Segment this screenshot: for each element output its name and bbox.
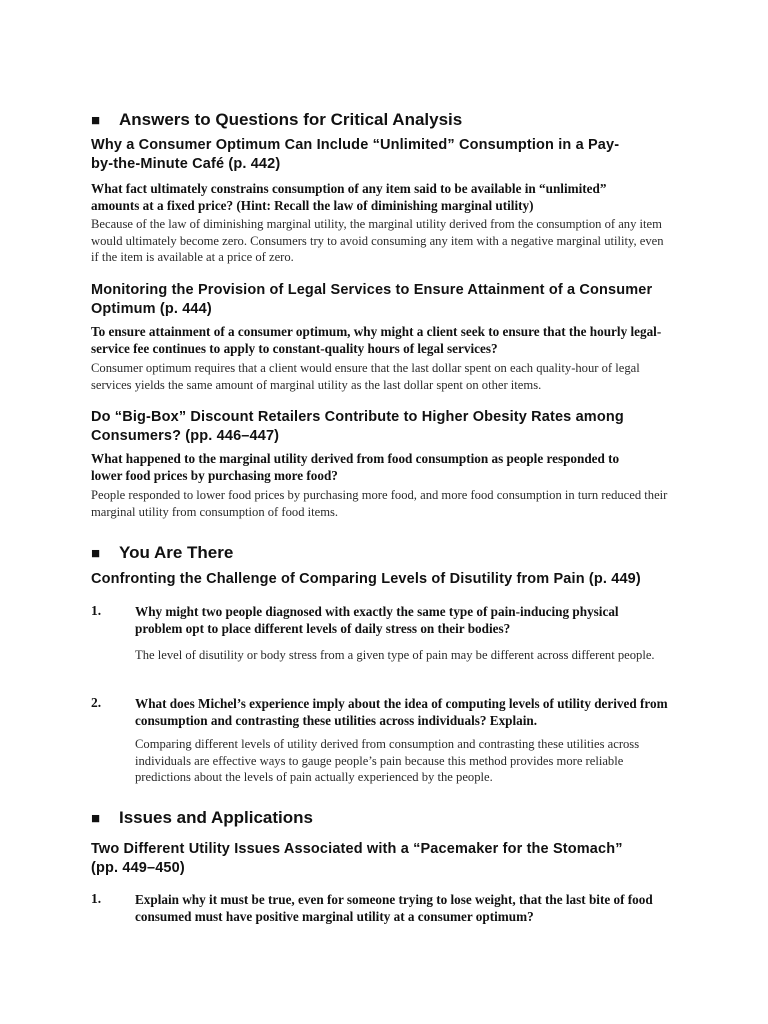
list-number: 1.: [91, 891, 102, 906]
square-bullet-icon: ■: [91, 545, 101, 562]
section-heading-issues: [91, 808, 313, 829]
question-big-box: What happened to the marginal utility derived from food consumption as people responded to lower food prices by purchasing more food?: [91, 451, 620, 483]
question-pain-1: Why might two people diagnosed with exactly the same type of pain-inducing physical problem opt to place different levels of daily stress on their bodies?: [135, 604, 619, 636]
subheading-big-box: Do “Big-Box” Discount Retailers Contribute to Higher Obesity Rates among Consumers? (pp. 446–447): [91, 409, 624, 444]
question-pain-2: What does Michel’s experience imply about the idea of computing levels of utility derived from consumption and contrasting these utilities across individuals? Explain.: [135, 696, 668, 728]
list-number: 2.: [91, 695, 102, 710]
answer-cafe: Because of the law of diminishing marginal utility, the marginal utility derived from the consumption of any item would ultimately become zero. Consumers try to avoid consuming any item with a negative marginal utility, even if the item is available at a price of zero.: [91, 217, 664, 264]
question-cafe: What fact ultimately constrains consumption of any item said to be available in “unlimited” amounts at a fixed price? (Hint: Recall the law of diminishing marginal utility): [91, 181, 607, 213]
subheading-cafe: Why a Consumer Optimum Can Include “Unlimited” Consumption in a Pay-by-the-Minute Café (p. 442): [91, 137, 620, 172]
answer-pain-1: The level of disutility or body stress from a given type of pain may be different across different people.: [135, 648, 655, 662]
section-title: Answers to Questions for Critical Analysis: [119, 110, 463, 129]
question-legal: To ensure attainment of a consumer optimum, why might a client seek to ensure that the hourly legal-service fee continues to apply to constant-quality hours of legal services?: [91, 324, 662, 356]
question-pacemaker-1: Explain why it must be true, even for someone trying to lose weight, that the last bite of food consumed must have positive marginal utility at a consumer optimum?: [135, 892, 653, 924]
square-bullet-icon: ■: [91, 112, 101, 129]
subheading-pain: Confronting the Challenge of Comparing Levels of Disutility from Pain (p. 449): [91, 571, 641, 587]
subheading-legal: Monitoring the Provision of Legal Services to Ensure Attainment of a Consumer Optimum (p. 444): [91, 282, 653, 317]
section-heading-critical-analysis: [91, 110, 462, 131]
square-bullet-icon: ■: [91, 810, 101, 827]
answer-big-box: People responded to lower food prices by purchasing more food, and more food consumption in turn reduced their marginal utility from consumption of food items.: [91, 488, 668, 519]
section-title: Issues and Applications: [119, 808, 313, 827]
section-title: You Are There: [119, 543, 234, 562]
subheading-pacemaker: Two Different Utility Issues Associated with a “Pacemaker for the Stomach” (pp. 449–450): [91, 841, 623, 876]
answer-pain-2: Comparing different levels of utility derived from consumption and contrasting these utilities across individuals are effective ways to gauge people’s pain because this method provides more reliable predictions about the levels of pain actually experienced by the people.: [135, 737, 640, 784]
answer-legal: Consumer optimum requires that a client would ensure that the last dollar spent on each quality-hour of legal services yields the same amount of marginal utility as the last dollar spent on other items.: [91, 361, 640, 392]
list-number: 1.: [91, 603, 102, 618]
section-heading-you-are-there: [91, 543, 233, 564]
